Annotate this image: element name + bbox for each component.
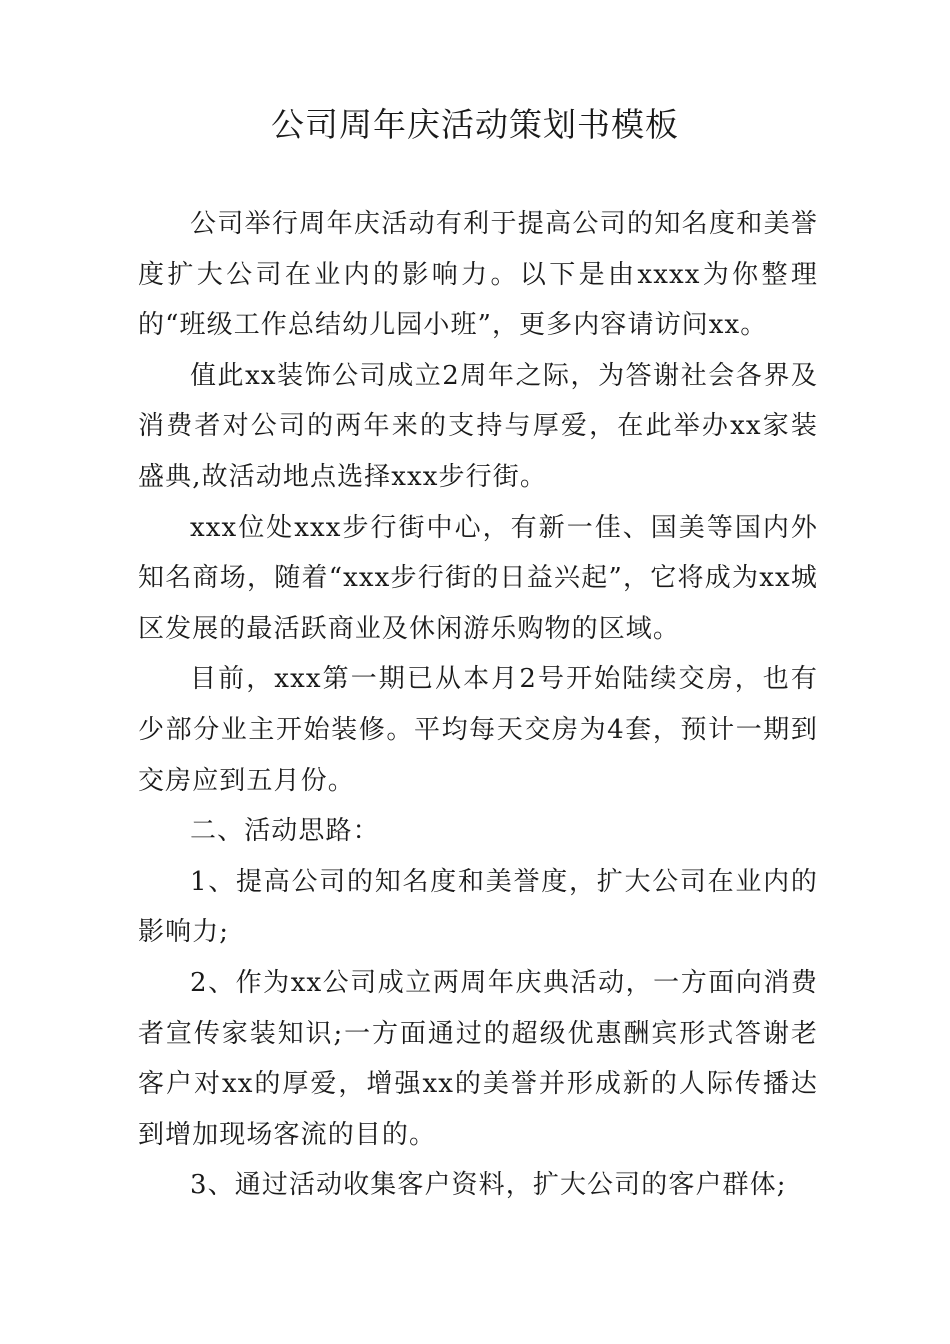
document-body: [138, 199, 818, 1211]
section-heading-activity-ideas: 二、活动思路：: [190, 816, 380, 847]
paragraph-anniversary: 值此xx装饰公司成立2周年之际，为答谢社会各界及消费者对公司的两年来的支持与厚爱，在此举办xx家装盛典,故活动地点选择xxx步行街。: [138, 360, 818, 492]
paragraph-intro: 公司举行周年庆活动有利于提高公司的知名度和美誉度扩大公司在业内的影响力。以下是由xxxx为你整理的“班级工作总结幼儿园小班”，更多内容请访问xx。: [138, 209, 818, 341]
list-item-2: 2、作为xx公司成立两周年庆典活动，一方面向消费者宣传家装知识;一方面通过的超级优惠酬宾形式答谢老客户对xx的厚爱，增强xx的美誉并形成新的人际传播达到增加现场客流的目的。: [138, 967, 818, 1150]
list-item-1: 1、提高公司的知名度和美誉度，扩大公司在业内的影响力;: [138, 866, 818, 948]
document-title: 公司周年庆活动策划书模板: [271, 105, 679, 144]
list-item-3: 3、通过活动收集客户资料，扩大公司的客户群体;: [190, 1170, 787, 1201]
paragraph-location: xxx位处xxx步行街中心，有新一佳、国美等国内外知名商场，随着“xxx步行街的日益兴起”，它将成为xx城区发展的最活跃商业及休闲游乐购物的区域。: [138, 512, 818, 644]
paragraph-status: 目前，xxx第一期已从本月2号开始陆续交房，也有少部分业主开始装修。平均每天交房为4套，预计一期到交房应到五月份。: [138, 664, 818, 796]
